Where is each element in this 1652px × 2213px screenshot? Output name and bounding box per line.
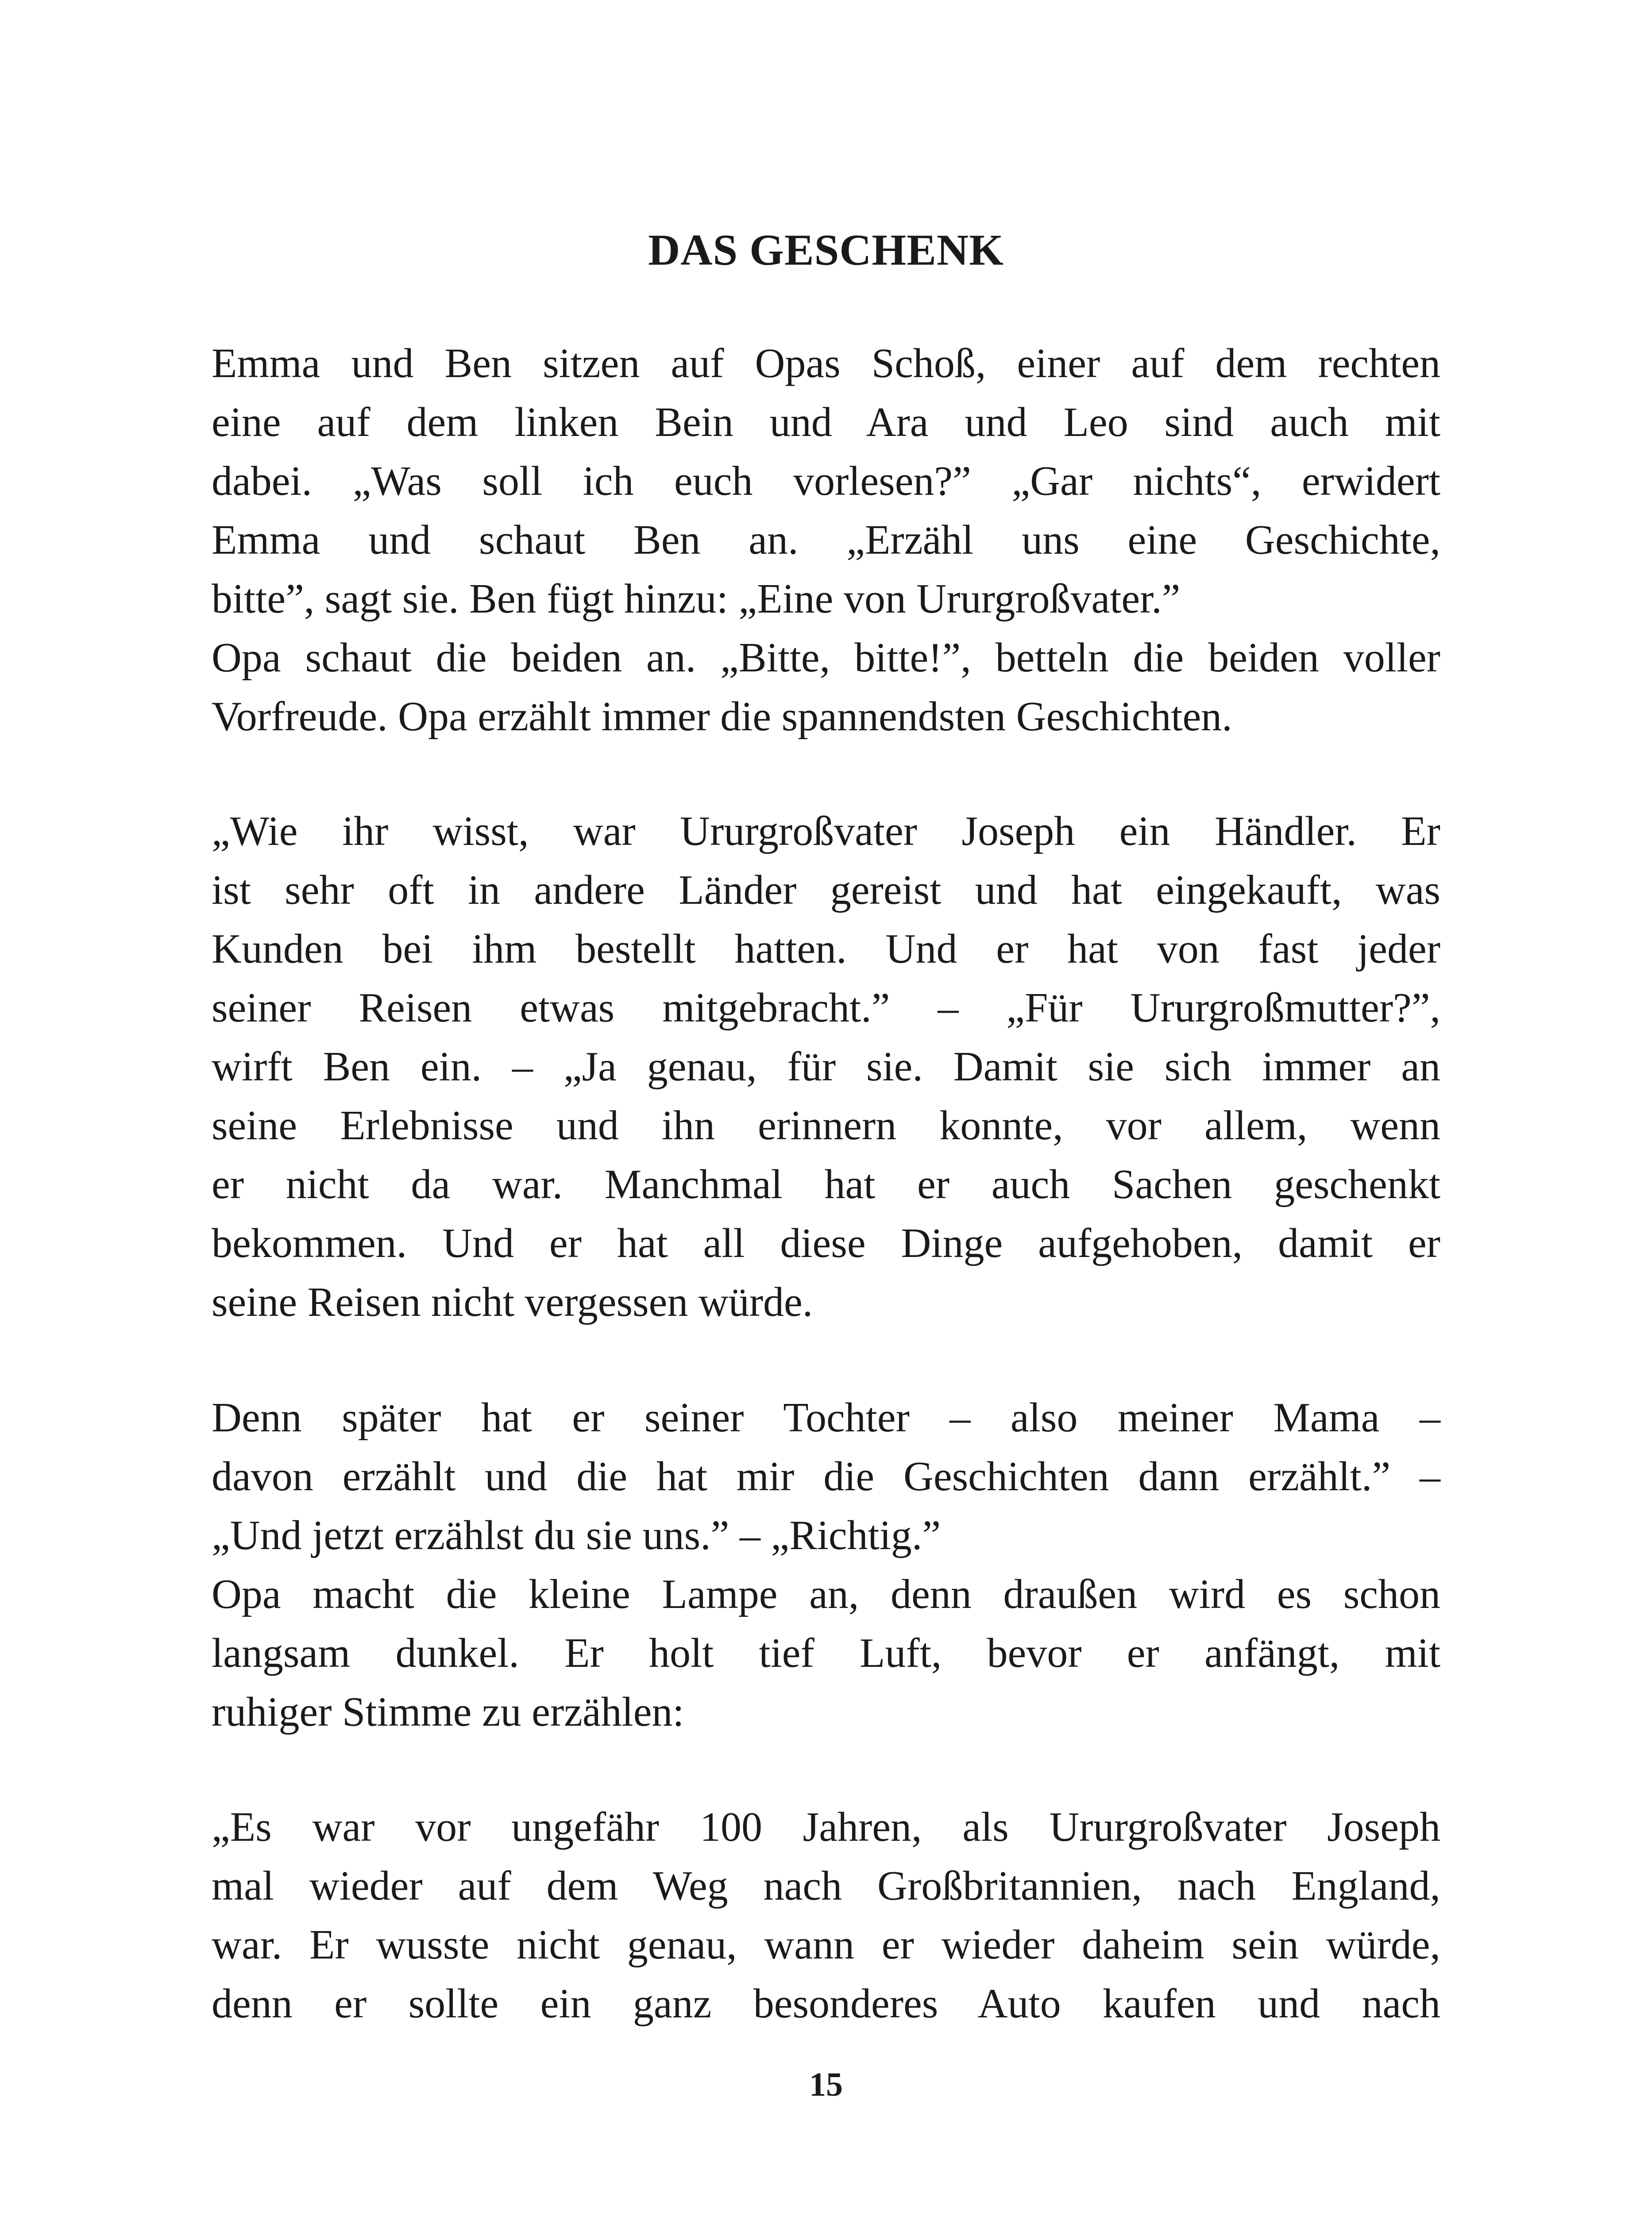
text-line: ruhiger Stimme zu erzählen: [212, 1689, 684, 1735]
text-line: wirft Ben ein. – „Ja genau, für sie. Damit sie sich immer an [212, 1044, 1440, 1090]
text-line: seine Erlebnisse und ihn erinnern konnte, vor allem, wenn [212, 1103, 1440, 1149]
text-line: war. Er wusste nicht genau, wann er wieder daheim sein würde, [212, 1922, 1440, 1968]
text-line: denn er sollte ein ganz besonderes Auto kaufen und nach [212, 1981, 1440, 2027]
page-number: 15 [809, 2066, 843, 2103]
text-line: eine auf dem linken Bein und Ara und Leo sind auch mit [212, 399, 1440, 445]
text-line: bitte”, sagt sie. Ben fügt hinzu: „Eine von Ururgroßvater.” [212, 576, 1181, 622]
text-line: bekommen. Und er hat all diese Dinge aufgehoben, damit er [212, 1220, 1440, 1266]
text-line: Denn später hat er seiner Tochter – also meiner Mama – [212, 1395, 1440, 1441]
paragraph-3 [212, 1388, 1440, 1742]
text-line: Opa macht die kleine Lampe an, denn draußen wird es schon [212, 1571, 1440, 1617]
text-line: Emma und Ben sitzen auf Opas Schoß, einer auf dem rechten [212, 340, 1440, 386]
text-line: „Und jetzt erzählst du sie uns.” – „Richtig.” [212, 1512, 941, 1558]
text-line: mal wieder auf dem Weg nach Großbritannien, nach England, [212, 1863, 1440, 1909]
paragraph-1 [212, 334, 1440, 746]
text-line: langsam dunkel. Er holt tief Luft, bevor er anfängt, mit [212, 1630, 1440, 1676]
paragraph-4 [212, 1798, 1440, 2033]
text-line: Kunden bei ihm bestellt hatten. Und er hat von fast jeder [212, 926, 1440, 972]
text-line: seiner Reisen etwas mitgebracht.” – „Für Ururgroßmutter?”, [212, 985, 1440, 1031]
text-line: er nicht da war. Manchmal hat er auch Sachen geschenkt [212, 1161, 1440, 1207]
text-line: seine Reisen nicht vergessen würde. [212, 1279, 813, 1325]
text-line: Vorfreude. Opa erzählt immer die spannendsten Geschichten. [212, 694, 1232, 740]
chapter-title: DAS GESCHENK [648, 225, 1004, 274]
text-line: „Wie ihr wisst, war Ururgroßvater Joseph ein Händler. Er [212, 808, 1440, 854]
text-line: Opa schaut die beiden an. „Bitte, bitte!”, betteln die beiden voller [212, 635, 1440, 681]
text-line: dabei. „Was soll ich euch vorlesen?” „Gar nichts“, erwidert [212, 458, 1440, 504]
text-line: „Es war vor ungefähr 100 Jahren, als Ururgroßvater Joseph [212, 1804, 1440, 1850]
paragraph-2 [212, 802, 1440, 1332]
text-line: davon erzählt und die hat mir die Geschichten dann erzählt.” – [212, 1453, 1440, 1500]
text-line: ist sehr oft in andere Länder gereist und hat eingekauft, was [212, 867, 1440, 913]
text-line: Emma und schaut Ben an. „Erzähl uns eine Geschichte, [212, 517, 1440, 563]
